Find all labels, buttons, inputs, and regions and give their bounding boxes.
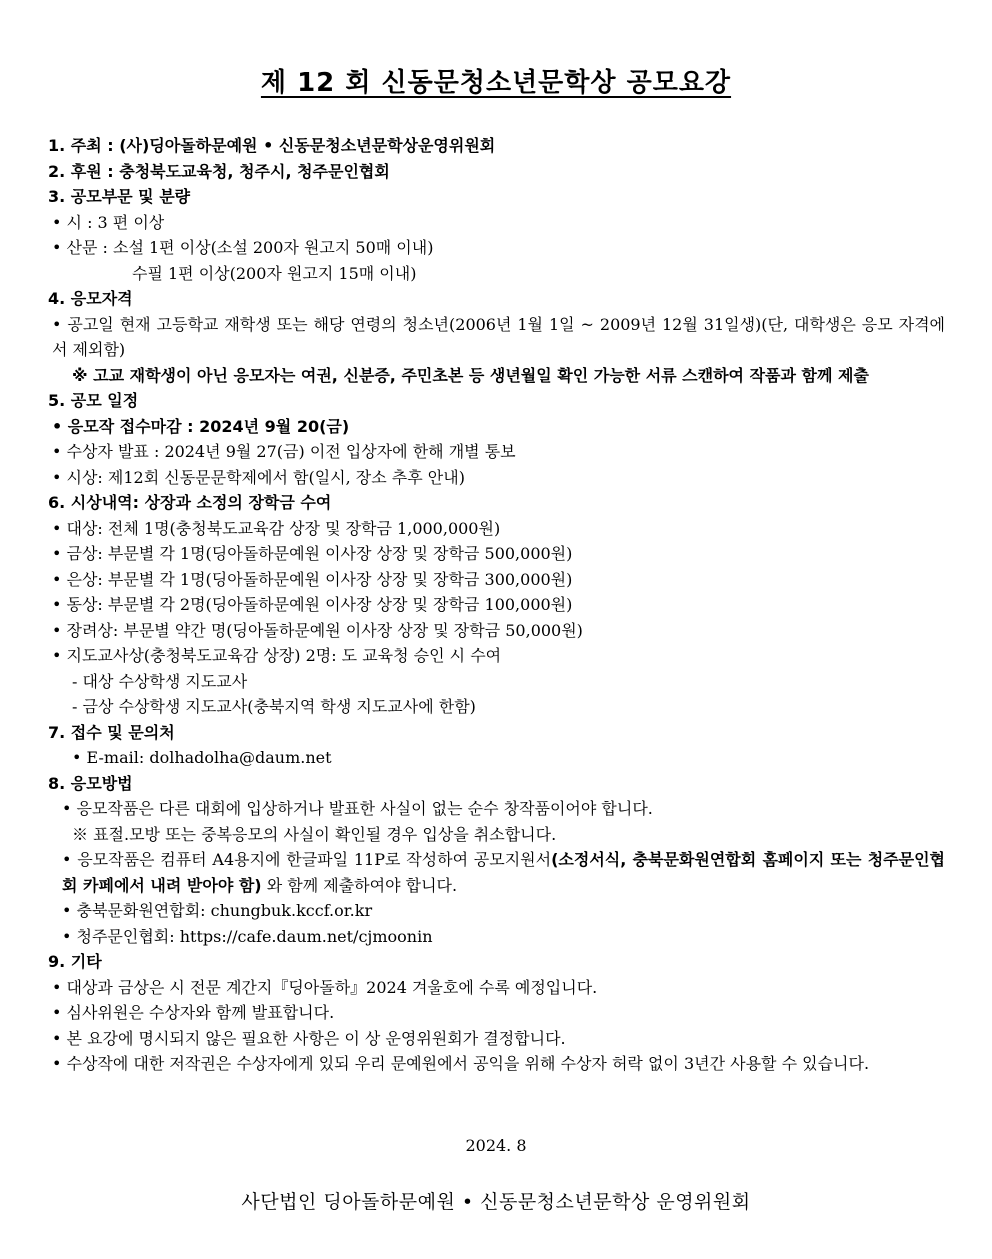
award-teacher: • 지도교사상(충청북도교육감 상장) 2명: 도 교육청 승인 시 수여 bbox=[52, 646, 502, 665]
document-footer: 사단법인 딩아돌하문예원 • 신동문청소년문학상 운영위원회 bbox=[241, 1191, 751, 1213]
award-grand: • 대상: 전체 1명(충청북도교육감 상장 및 장학금 1,000,000원) bbox=[52, 518, 501, 538]
page-title: 제 12 회 신동문청소년문학상 공모요강 bbox=[260, 68, 732, 98]
document-date: 2024. 8 bbox=[465, 1136, 527, 1155]
section-sponsor: 2. 후원 : 충청북도교육청, 청주시, 청주문인협회 bbox=[48, 161, 390, 181]
category-prose: • 산문 : 소설 1편 이상(소설 200자 원고지 50매 이내) bbox=[52, 238, 434, 257]
method-format-bold: (소정서식, 충북문화원연합회 홈페이지 또는 청주문인협회 카페에서 내려 받아야 함) bbox=[62, 850, 945, 895]
method-plagiarism-note: ※ 표절.모방 또는 중복응모의 사실이 확인될 경우 입상을 취소합니다. bbox=[72, 824, 557, 844]
category-essay: 수필 1편 이상(200자 원고지 15매 이내) bbox=[132, 263, 417, 283]
section-schedule: 5. 공모 일정 bbox=[48, 391, 139, 410]
award-teacher-gold: - 금상 수상학생 지도교사(충북지역 학생 지도교사에 한함) bbox=[72, 697, 476, 716]
method-original: • 응모작품은 다른 대회에 입상하거나 발표한 사실이 없는 순수 창작품이어야 합니다. bbox=[62, 799, 653, 818]
method-format bbox=[48, 847, 945, 898]
section-method: 8. 응모방법 bbox=[48, 773, 133, 793]
section-contact: 7. 접수 및 문의처 bbox=[48, 722, 175, 742]
schedule-deadline: • 응모작 접수마감 : 2024년 9월 20(금) bbox=[52, 416, 350, 436]
award-gold: • 금상: 부문별 각 1명(딩아돌하문예원 이사장 상장 및 장학금 500,000원) bbox=[52, 544, 573, 563]
other-publication: • 대상과 금상은 시 전문 계간지『딩아돌하』2024 겨울호에 수록 예정입니다. bbox=[52, 977, 598, 997]
method-format-text: • 응모작품은 컴퓨터 A4용지에 한글파일 11P로 작성하여 공모지원서 bbox=[62, 850, 552, 869]
award-teacher-grand: - 대상 수상학생 지도교사 bbox=[72, 671, 248, 691]
section-categories: 3. 공모부문 및 분량 bbox=[48, 187, 191, 206]
award-bronze: • 동상: 부문별 각 2명(딩아돌하문예원 이사장 상장 및 장학금 100,000원) bbox=[52, 595, 573, 614]
other-judges: • 심사위원은 수상자와 함께 발표합니다. bbox=[52, 1003, 335, 1022]
eligibility-text: • 공고일 현재 고등학교 재학생 또는 해당 연령의 청소년(2006년 1월 1일 ~ 2009년 12월 31일생)(단, 대학생은 응모 자격에서 제외함) bbox=[52, 314, 945, 359]
method-format-end: 와 함께 제출하여야 합니다. bbox=[261, 875, 458, 895]
other-copyright: • 수상작에 대한 저작권은 수상자에게 있되 우리 문예원에서 공익을 위해 수상자 허락 없이 3년간 사용할 수 있습니다. bbox=[52, 1054, 870, 1073]
contact-email: • E-mail: dolhadolha@daum.net bbox=[72, 748, 332, 767]
section-other: 9. 기타 bbox=[48, 952, 102, 971]
award-encouragement: • 장려상: 부문별 약간 명(딩아돌하문예원 이사장 상장 및 장학금 50,000원) bbox=[52, 620, 583, 640]
other-committee: • 본 요강에 명시되지 않은 필요한 사항은 이 상 운영위원회가 결정합니다. bbox=[52, 1028, 566, 1048]
award-silver: • 은상: 부문별 각 1명(딩아돌하문예원 이사장 상장 및 장학금 300,000원) bbox=[52, 569, 573, 589]
section-eligibility: 4. 응모자격 bbox=[48, 289, 133, 308]
eligibility-note: ※ 고교 재학생이 아닌 응모자는 여권, 신분증, 주민초본 등 생년월일 확인 가능한 서류 스캔하여 작품과 함께 제출 bbox=[72, 365, 869, 385]
method-link-kccf: • 충북문화원연합회: chungbuk.kccf.or.kr bbox=[62, 901, 373, 920]
section-host: 1. 주최 : (사)딩아돌하문예원 • 신동문청소년문학상운영위원회 bbox=[48, 136, 496, 155]
method-link-cafe: • 청주문인협회: https://cafe.daum.net/cjmoonin bbox=[62, 926, 433, 946]
document-body bbox=[48, 133, 945, 1077]
section-awards: 6. 시상내역: 상장과 소정의 장학금 수여 bbox=[48, 493, 332, 512]
schedule-announcement: • 수상자 발표 : 2024년 9월 27(금) 이전 입상자에 한해 개별 통보 bbox=[52, 442, 516, 461]
schedule-ceremony: • 시상: 제12회 신동문문학제에서 함(일시, 장소 추후 안내) bbox=[52, 467, 465, 487]
category-poem: • 시 : 3 편 이상 bbox=[52, 212, 165, 232]
